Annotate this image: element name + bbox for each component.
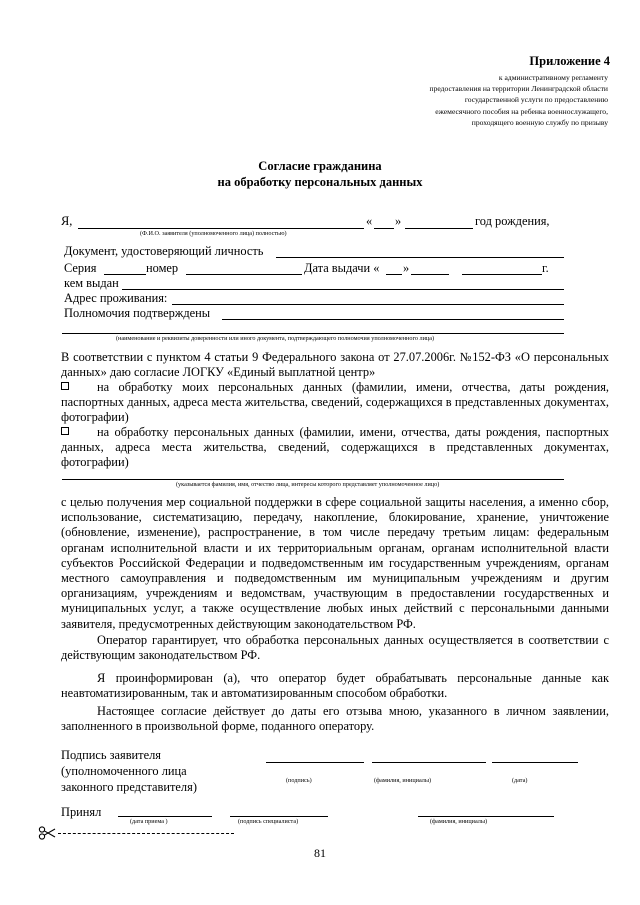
birth-quote-close: » bbox=[395, 214, 402, 228]
represented-person-field[interactable] bbox=[62, 479, 564, 480]
issued-by-label: кем выдан bbox=[64, 276, 119, 290]
birth-year-label: год рождения, bbox=[475, 214, 550, 228]
signature-name-hint: (фамилия, инициалы) bbox=[374, 777, 432, 784]
consent-option-2 bbox=[61, 425, 609, 471]
accepted-name-field[interactable] bbox=[418, 816, 554, 817]
issue-quote-close: » bbox=[403, 261, 410, 275]
heading-line: на обработку персональных данных bbox=[217, 175, 423, 189]
document-label: Документ, удостоверяющий личность bbox=[64, 244, 264, 258]
birth-month-field[interactable] bbox=[405, 228, 473, 229]
appendix-line: к административному регламенту bbox=[498, 73, 608, 82]
scissors-icon bbox=[38, 826, 56, 840]
represented-hint: (указывается фамилия, имя, отчество лица, интересы которого представляет уполномоченное лицо) bbox=[176, 481, 440, 488]
series-field[interactable] bbox=[104, 274, 146, 275]
accepted-name-hint: (фамилия, инициалы) bbox=[430, 818, 488, 825]
authority-field-line2[interactable] bbox=[62, 333, 564, 334]
year-suffix: г. bbox=[542, 261, 549, 275]
page-number: 81 bbox=[314, 846, 326, 860]
consent-purpose: с целью получения мер социальной поддержки в сфере социальной защиты населения, а именно сбор, использование, систематизацию, передачу, накопление, блокирование, хранение, уничтожение (обновление, изменение), распространение, в том числе передачу третьим лицам: федеральным органам исполнительной власти и их территориальным органам, органам исполнительной власти субъектов Российской Федерации и подведомственным им государственным учреждениям, органам местного самоуправления и подведомственным им муниципальным учреждениям и другим организациям, учреждениям и ведомствам, участвующим в предоставлении государственных и муниципальных услуг, а также осуществление любых иных действий с персональными данными заявителя, предусмотренных действующим законодательством РФ. bbox=[61, 495, 609, 631]
consent-intro: В соответствии с пунктом 4 статьи 9 Федерального закона от 27.07.2006г. №152-ФЗ «О персональных данных» даю согласие ЛОГКУ «Единый выплатной центр» bbox=[61, 350, 609, 380]
issue-day-field[interactable] bbox=[386, 274, 402, 275]
ya-label: Я, bbox=[61, 214, 73, 228]
signature-name-field[interactable] bbox=[372, 762, 486, 763]
accepted-label: Принял bbox=[61, 805, 102, 819]
issued-by-field[interactable] bbox=[122, 289, 564, 290]
consent-validity: Настоящее согласие действует до даты его отзыва мною, указанного в личном заявлении, заполненного в произвольной форме, поданного оператору. bbox=[61, 704, 609, 734]
signature-sign-hint: (подпись) bbox=[286, 777, 312, 784]
fio-field[interactable] bbox=[78, 228, 364, 229]
option-1-text: на обработку моих персональных данных (фамилии, имени, отчества, даты рождения, паспортных данных, адреса места жительства, сведений, содержащихся в представленных документах, фотографии) bbox=[61, 380, 609, 425]
appendix-line: проходящего военную службу по призыву bbox=[471, 117, 608, 127]
signature-label-line: Подпись заявителя bbox=[61, 748, 161, 762]
birth-quote-open: « bbox=[366, 214, 373, 228]
signature-date-hint: (дата) bbox=[512, 777, 528, 784]
issue-month-field[interactable] bbox=[411, 274, 449, 275]
authority-hint: (наименование и реквизиты доверенности или иного документа, подтверждающего полномочия уполномоченного лица) bbox=[116, 335, 435, 342]
accepted-date-hint: (дата приема ) bbox=[130, 818, 168, 825]
address-label: Адрес проживания: bbox=[64, 291, 168, 305]
signature-label bbox=[61, 747, 197, 795]
issue-year-field[interactable] bbox=[462, 274, 542, 275]
signature-label-line: законного представителя) bbox=[61, 780, 197, 794]
address-field[interactable] bbox=[172, 304, 564, 305]
issue-date-label: Дата выдачи « bbox=[304, 261, 380, 275]
series-label: Серия bbox=[64, 261, 97, 275]
signature-field[interactable] bbox=[266, 762, 364, 763]
heading-line: Согласие гражданина bbox=[258, 159, 382, 173]
appendix-line: предоставления на территории Ленинградской области bbox=[429, 84, 608, 94]
document-heading bbox=[0, 158, 640, 190]
signature-date-field[interactable] bbox=[492, 762, 578, 763]
document-field[interactable] bbox=[276, 257, 564, 258]
option-2-text: на обработку персональных данных (фамилии, имени, отчества, даты рождения, паспортных данных, адреса места жительства, сведений, содержащихся в представленных документах, фотографии) bbox=[61, 425, 609, 470]
signature-label-line: (уполномоченного лица bbox=[61, 764, 187, 778]
number-field[interactable] bbox=[186, 274, 302, 275]
checkbox-option-1[interactable] bbox=[61, 382, 69, 390]
cut-line bbox=[58, 833, 234, 834]
accepted-sign-hint: (подпись специалиста) bbox=[238, 818, 299, 825]
authority-field[interactable] bbox=[222, 319, 564, 320]
consent-operator: Оператор гарантирует, что обработка персональных данных осуществляется в соответствии с действующим законодательством РФ. bbox=[61, 633, 609, 663]
consent-informed: Я проинформирован (а), что оператор будет обрабатывать персональные данные как неавтоматизированным, так и автоматизированным способом обработки. bbox=[61, 671, 609, 701]
accepted-date-field[interactable] bbox=[118, 816, 212, 817]
checkbox-option-2[interactable] bbox=[61, 427, 69, 435]
appendix-line: ежемесячного пособия на ребенка военнослужащего, bbox=[435, 106, 608, 116]
birth-day-field[interactable] bbox=[374, 228, 394, 229]
appendix-title: Приложение 4 bbox=[529, 54, 610, 68]
fio-hint: (Ф.И.О. заявителя (уполномоченного лица) полностью) bbox=[140, 230, 287, 237]
authority-label: Полномочия подтверждены bbox=[64, 306, 211, 320]
appendix-subtitle bbox=[300, 72, 608, 128]
consent-option-1 bbox=[61, 380, 609, 426]
appendix-line: государственной услуги по предоставлению bbox=[464, 95, 608, 105]
number-label: номер bbox=[146, 261, 179, 275]
accepted-sign-field[interactable] bbox=[230, 816, 328, 817]
